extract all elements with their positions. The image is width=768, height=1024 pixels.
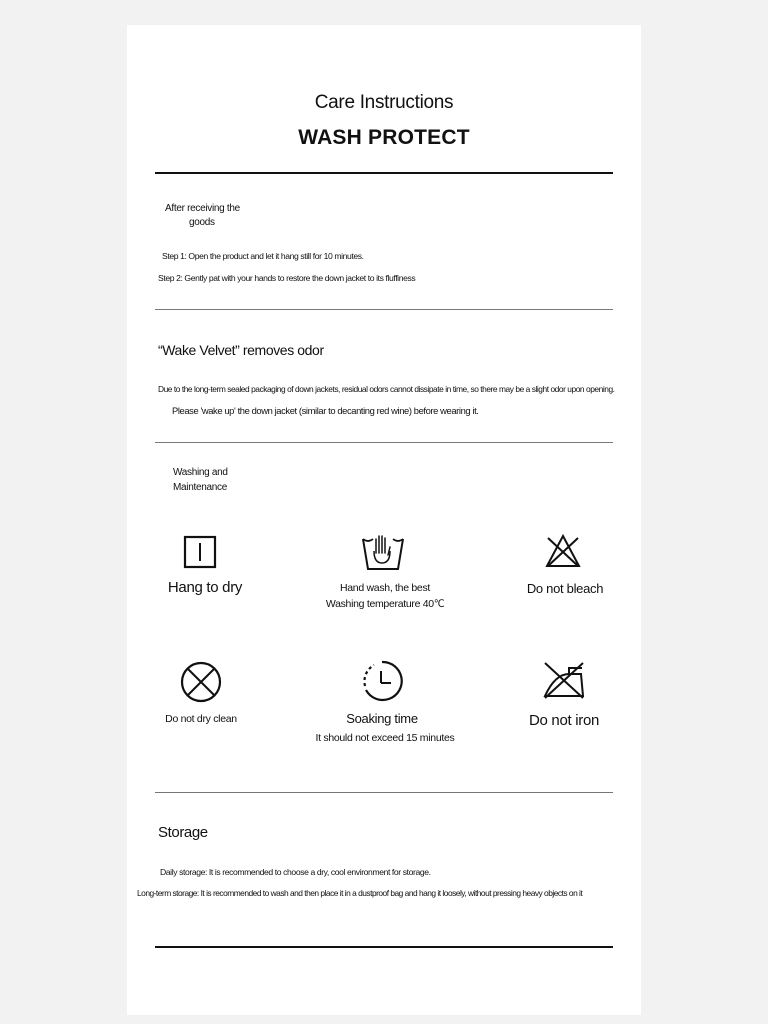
odor-heading: “Wake Velvet” removes odor xyxy=(158,342,324,358)
no-bleach-icon xyxy=(544,533,582,569)
no-bleach-label: Do not bleach xyxy=(526,581,604,596)
hand-wash-icon xyxy=(360,533,406,573)
header-divider xyxy=(155,172,613,174)
odor-line2: Please 'wake up' the down jacket (similar to decanting red wine) before wearing it. xyxy=(172,405,479,416)
no-iron-label: Do not iron xyxy=(528,712,600,729)
odor-line1: Due to the long-term sealed packaging of down jackets, residual odors cannot dissipate in time, so there may be a slight odor upon opening. xyxy=(158,384,615,394)
receiving-step1: Step 1: Open the product and let it hang still for 10 minutes. xyxy=(162,251,364,261)
hand-wash-label-line1: Hand wash, the best xyxy=(339,582,431,594)
soaking-time-icon xyxy=(361,660,403,702)
no-dry-clean-label: Do not dry clean xyxy=(165,713,237,725)
soaking-time-label-line2: It should not exceed 15 minutes xyxy=(315,732,455,744)
washing-heading-line1: Washing and xyxy=(173,467,228,478)
hand-wash-label-line2: Washing temperature 40℃ xyxy=(325,598,445,610)
receiving-heading-line2: goods xyxy=(189,217,215,228)
storage-daily: Daily storage: It is recommended to choose a dry, cool environment for storage. xyxy=(160,867,431,877)
no-dry-clean-icon xyxy=(179,661,223,703)
washing-heading-line2: Maintenance xyxy=(173,482,227,493)
hang-dry-icon xyxy=(183,535,219,571)
storage-heading: Storage xyxy=(158,824,208,841)
soaking-time-label-line1: Soaking time xyxy=(346,711,418,726)
receiving-heading-line1: After receiving the xyxy=(165,203,240,214)
receiving-step2: Step 2: Gently pat with your hands to restore the down jacket to its fluffiness xyxy=(158,273,416,283)
page-subtitle: WASH PROTECT xyxy=(298,126,470,149)
section-divider xyxy=(155,442,613,443)
no-iron-icon xyxy=(541,660,587,700)
footer-divider xyxy=(155,946,613,948)
page-title: Care Instructions xyxy=(314,92,454,113)
storage-long-term: Long-term storage: It is recommended to wash and then place it in a dustproof bag and hang it loosely, without pressing heavy objects on it xyxy=(137,888,583,898)
hang-dry-label: Hang to dry xyxy=(167,579,243,596)
section-divider xyxy=(155,309,613,310)
section-divider xyxy=(155,792,613,793)
